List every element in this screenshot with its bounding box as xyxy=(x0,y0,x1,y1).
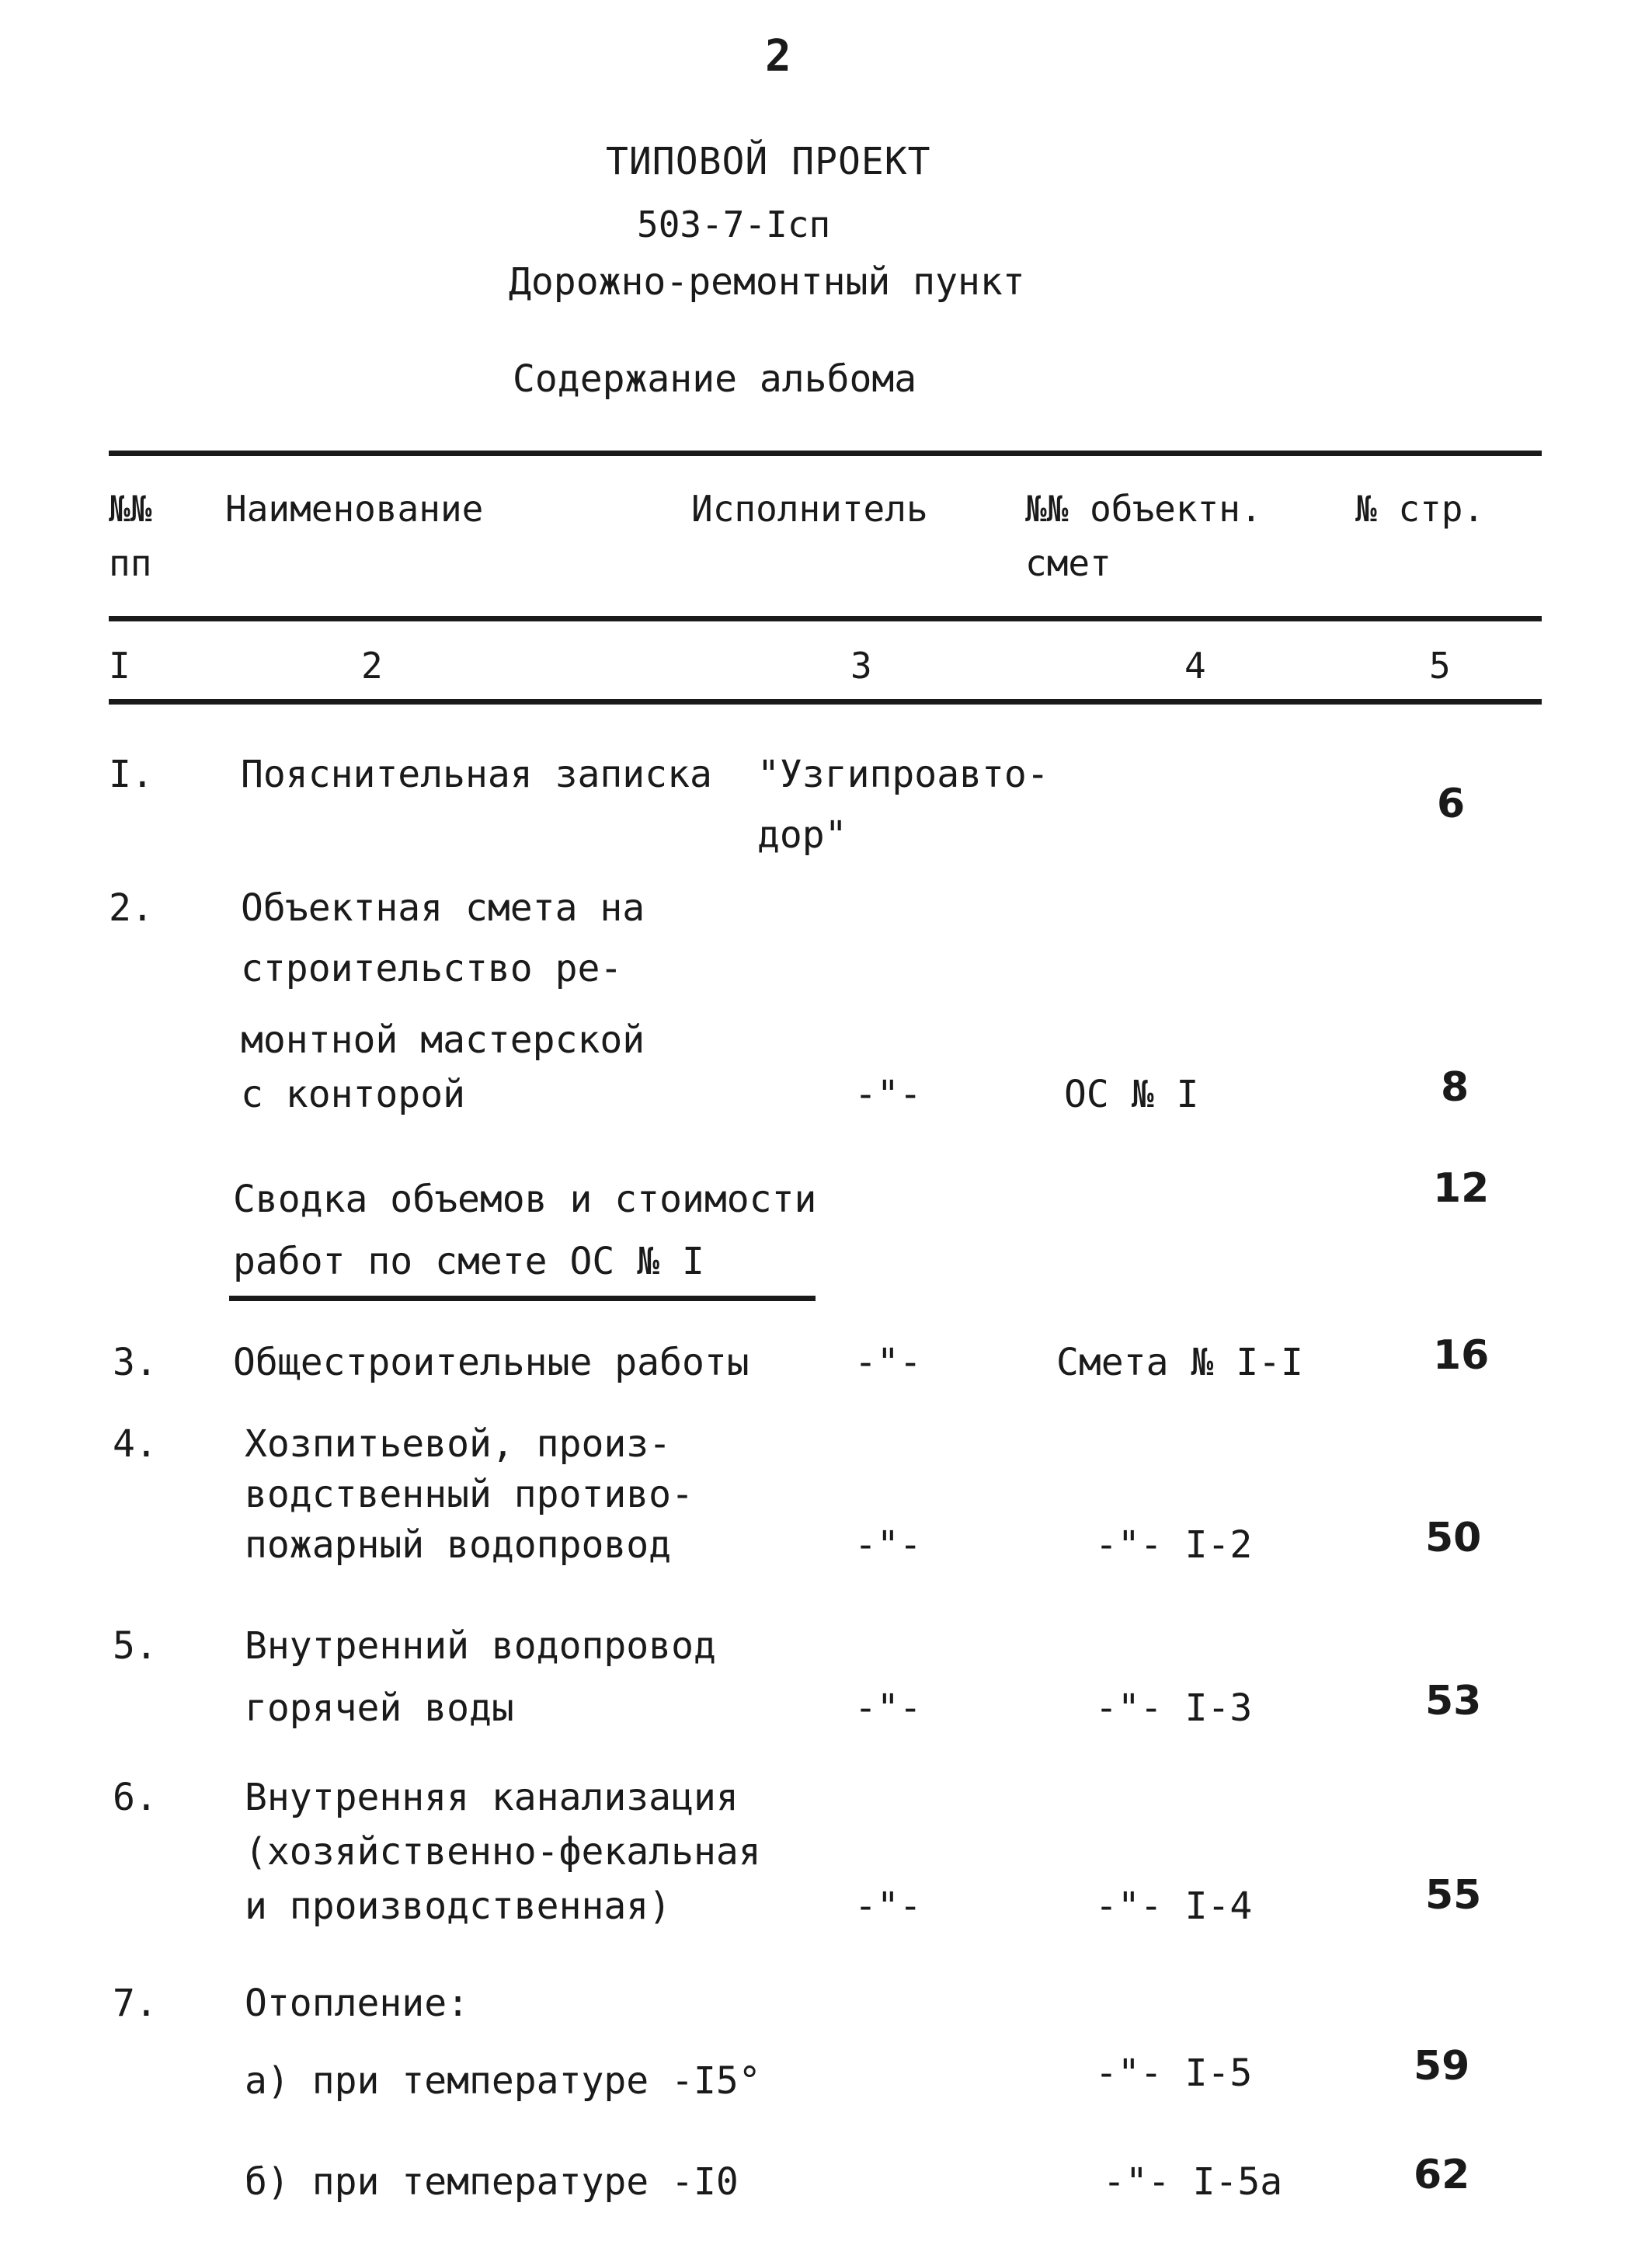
row-name: Внутренний водопровод xyxy=(245,1624,716,1668)
row-name: горячей воды xyxy=(245,1686,514,1730)
column-numbers-rule xyxy=(109,699,1542,705)
project-type-title: ТИПОВОЙ ПРОЕКТ xyxy=(606,140,931,183)
row-number: I. xyxy=(109,753,154,796)
row-name: Внутренняя канализация xyxy=(245,1776,739,1819)
row-estimate: -"- I-5 xyxy=(1095,2051,1253,2095)
section-title: Содержание альбома xyxy=(513,357,917,401)
row-name: Сводка объемов и стоимости xyxy=(233,1178,817,1221)
column-number: I xyxy=(109,645,130,687)
row-executor: "Узгипроавто- xyxy=(757,753,1049,796)
row-executor: -"- xyxy=(854,1073,922,1116)
row-page: 8 xyxy=(1441,1064,1469,1111)
column-number: 4 xyxy=(1184,645,1206,687)
row-page: 12 xyxy=(1433,1165,1490,1212)
row-name: Объектная смета на xyxy=(241,886,645,930)
row-number: 5. xyxy=(113,1624,158,1668)
header-estimate: №№ объектн. смет xyxy=(1025,488,1262,584)
row-name: б) при температуре -I0 xyxy=(245,2160,739,2204)
row-name: и производственная) xyxy=(245,1884,672,1928)
row-name: пожарный водопровод xyxy=(245,1523,672,1567)
row-page: 53 xyxy=(1425,1678,1482,1724)
row-number: 7. xyxy=(113,1982,158,2025)
row-page: 16 xyxy=(1433,1332,1490,1379)
row-estimate: ОС № I xyxy=(1064,1073,1199,1116)
column-number: 3 xyxy=(850,645,872,687)
row-name: монтной мастерской xyxy=(241,1018,645,1062)
column-number: 2 xyxy=(361,645,383,687)
row-page: 59 xyxy=(1414,2043,1470,2090)
header-bottom-rule xyxy=(109,616,1542,621)
row-name: (хозяйственно-фекальная xyxy=(245,1830,761,1874)
row-estimate: Смета № I-I xyxy=(1056,1341,1303,1384)
row-name: строительство ре- xyxy=(241,947,623,990)
row-name: с конторой xyxy=(241,1073,465,1116)
row-page: 62 xyxy=(1414,2152,1470,2198)
row-name: водственный противо- xyxy=(245,1473,694,1516)
row-number: 2. xyxy=(109,886,154,930)
summary-underline xyxy=(229,1296,816,1301)
row-executor: дор" xyxy=(757,813,847,857)
table-top-rule xyxy=(109,451,1542,456)
row-estimate: -"- I-2 xyxy=(1095,1523,1253,1567)
project-name: Дорожно-ремонтный пункт xyxy=(509,260,1025,304)
row-executor: -"- xyxy=(854,1686,922,1730)
row-name: Отопление: xyxy=(245,1982,469,2025)
row-page: 55 xyxy=(1425,1872,1482,1919)
row-executor: -"- xyxy=(854,1341,922,1384)
row-name: Хозпитьевой, произ- xyxy=(245,1422,672,1466)
row-executor: -"- xyxy=(854,1523,922,1567)
row-page: 50 xyxy=(1425,1515,1482,1561)
row-name: работ по смете ОС № I xyxy=(233,1240,704,1283)
row-page: 6 xyxy=(1437,781,1466,827)
header-num: №№ пп xyxy=(109,488,152,584)
row-estimate: -"- I-5а xyxy=(1103,2160,1283,2204)
header-executor: Исполнитель xyxy=(691,488,928,530)
row-estimate: -"- I-3 xyxy=(1095,1686,1253,1730)
project-code: 503-7-Iсп xyxy=(637,204,831,245)
row-number: 3. xyxy=(113,1341,158,1384)
row-name: Пояснительная записка xyxy=(241,753,712,796)
row-executor: -"- xyxy=(854,1884,922,1928)
page-number: 2 xyxy=(765,31,791,82)
row-estimate: -"- I-4 xyxy=(1095,1884,1253,1928)
column-number: 5 xyxy=(1429,645,1451,687)
header-name: Наименование xyxy=(225,488,484,530)
row-name: а) при температуре -I5° xyxy=(245,2059,761,2103)
header-page: № стр. xyxy=(1355,488,1485,530)
row-name: Общестроительные работы xyxy=(233,1341,749,1384)
row-number: 6. xyxy=(113,1776,158,1819)
row-number: 4. xyxy=(113,1422,158,1466)
